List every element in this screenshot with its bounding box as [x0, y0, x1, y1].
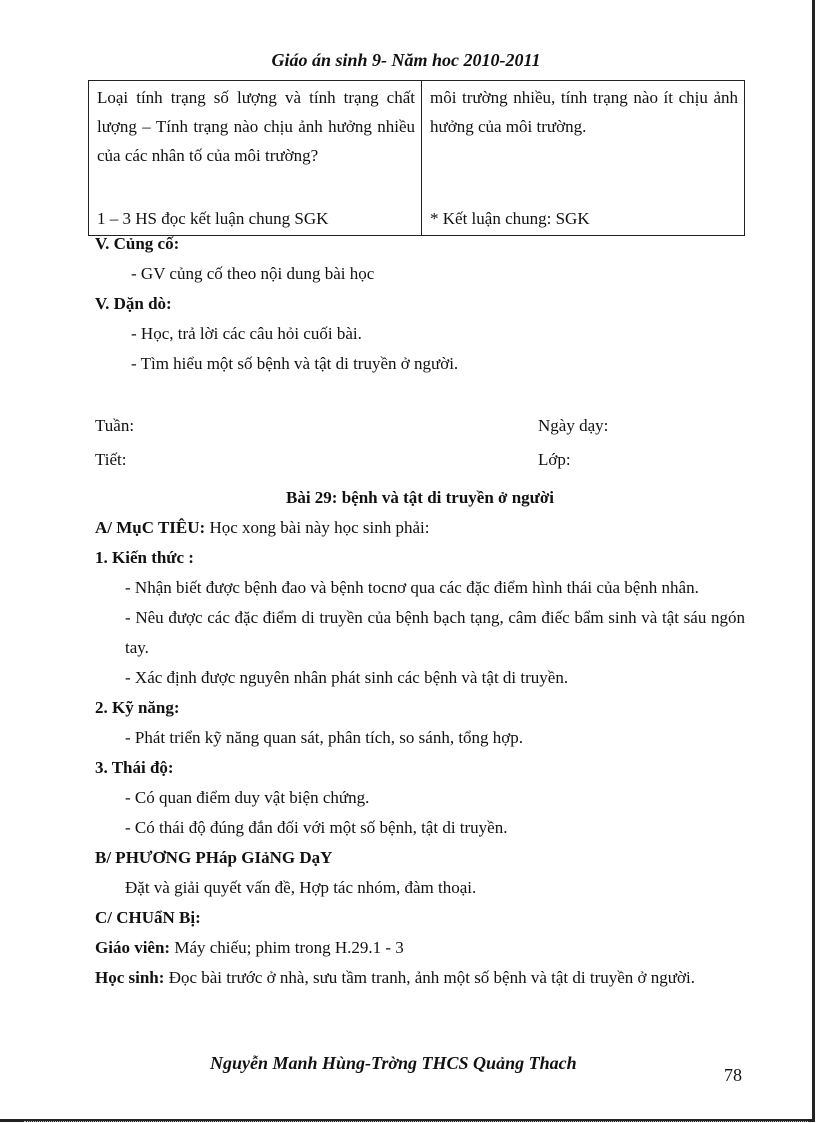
tuan-label: Tuần:: [95, 416, 135, 435]
meta-row-period: [95, 445, 745, 479]
giao-vien-line: [95, 933, 745, 963]
table-left-cell: [89, 81, 422, 236]
table-right-top: môi trường nhiều, tính trạng nào ít chịu ảnh hưởng của môi trường.: [430, 88, 738, 136]
table-left-bottom: 1 – 3 HS đọc kết luận chung SGK: [97, 209, 329, 228]
page-bottom-rule: [24, 1121, 808, 1122]
kien-thuc-item: - Nêu được các đặc điểm di truyền của bệnh bạch tạng, câm điếc bẩm sinh và tật sáu ngón tay.: [125, 608, 745, 657]
table-left-question: Loại tính trạng số lượng và tính trạng chất lượng – Tính trạng nào chịu ảnh hưởng nhiều của các nhân tố của môi trường?: [97, 88, 415, 165]
chuan-bi-heading: C/ CHUẩN Bị:: [95, 908, 201, 927]
page-footer: Nguyễn Manh Hùng-Trờng THCS Quảng Thach: [210, 1053, 577, 1073]
muc-tieu-line: [95, 513, 745, 543]
thai-do-item: - Có quan điểm duy vật biện chứng.: [125, 788, 370, 807]
lop-label: Lớp:: [538, 450, 571, 469]
muc-tieu-label: A/ MụC TIÊU:: [95, 518, 206, 537]
phuong-phap-heading: B/ PHƯƠNG PHáp GIảNG DạY: [95, 848, 333, 867]
dando-item: - Tìm hiểu một số bệnh và tật di truyền ở người.: [131, 354, 459, 373]
cungco-heading: V. Củng cố:: [95, 234, 180, 253]
page-number: 78: [724, 1065, 742, 1085]
hoc-sinh-line: [95, 963, 745, 993]
page-header: Giáo án sinh 9- Năm hoc 2010-2011: [271, 50, 541, 70]
ky-nang-item: - Phát triển kỹ năng quan sát, phân tích, so sánh, tổng hợp.: [125, 728, 524, 747]
hoc-sinh-label: Học sinh:: [95, 968, 165, 987]
thai-do-item: - Có thái độ đúng đắn đối với một số bệnh, tật di truyền.: [125, 818, 508, 837]
giao-vien-text: Máy chiếu; phim trong H.29.1 - 3: [170, 938, 404, 957]
cungco-item: - GV củng cố theo nội dung bài học: [131, 264, 375, 283]
tiet-label: Tiết:: [95, 450, 127, 469]
muc-tieu-text: Học xong bài này học sinh phải:: [205, 518, 430, 537]
meta-row-week: [95, 411, 745, 445]
ngay-day-label: Ngày dạy:: [538, 416, 609, 435]
phuong-phap-text: Đặt và giải quyết vấn đề, Hợp tác nhóm, đàm thoại.: [125, 878, 477, 897]
table-right-bottom: * Kết luận chung: SGK: [430, 209, 590, 228]
lesson-title: Bài 29: bệnh và tật di truyền ở người: [286, 488, 554, 507]
ky-nang-heading: 2. Kỹ năng:: [95, 698, 180, 717]
kien-thuc-item: - Xác định được nguyên nhân phát sinh các bệnh và tật di truyền.: [125, 668, 569, 687]
table-right-cell: [422, 81, 745, 236]
thai-do-heading: 3. Thái độ:: [95, 758, 174, 777]
dando-heading: V. Dặn dò:: [95, 294, 172, 313]
hoc-sinh-text: Đọc bài trước ở nhà, sưu tầm tranh, ảnh một số bệnh và tật di truyền ở người.: [164, 968, 695, 987]
activity-table: [88, 80, 745, 236]
kien-thuc-heading: 1. Kiến thức :: [95, 548, 194, 567]
kien-thuc-item: - Nhận biết được bệnh đao và bệnh tocnơ qua các đặc điểm hình thái của bệnh nhân.: [125, 578, 699, 597]
dando-item: - Học, trả lời các câu hỏi cuối bài.: [131, 324, 362, 343]
lesson-content: [95, 229, 745, 993]
giao-vien-label: Giáo viên:: [95, 938, 171, 957]
